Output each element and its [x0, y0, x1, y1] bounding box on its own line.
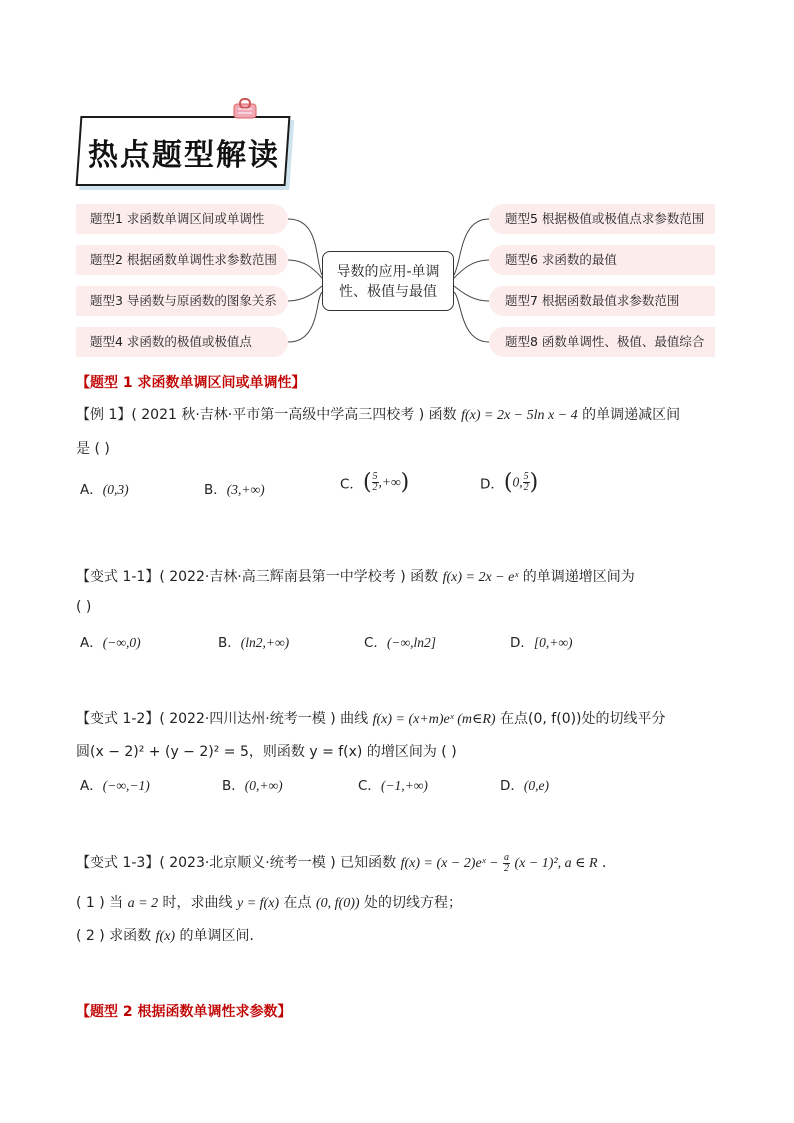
variant-1-2-prefix: 【变式 1-2】( 2022·四川达州·统考一模 ) 曲线 — [76, 711, 369, 727]
mindmap-center-node — [322, 251, 454, 311]
variant-1-3-item-2: ( 2 ) 求函数 f(x) 的单调区间． — [76, 928, 264, 944]
variant-1-3-item-1: ( 1 ) 当 a = 2 时，求曲线 y = f(x) 在点 (0, f(0)) 处的切线方程； — [76, 895, 462, 911]
variant-1-2-suffix: 在点(0, f(0))处的切线平分 — [500, 711, 666, 727]
example-1-option-b: B．(3,+∞) — [204, 482, 265, 498]
mindmap-item-right-8: 题型8 函数单调性、极值、最值综合 — [489, 327, 715, 357]
variant-1-1-line2: ( ) — [76, 599, 92, 615]
variant-1-1-option-a: A．(−∞,0) — [80, 635, 141, 651]
variant-1-2-option-d: D．(0,e) — [500, 778, 550, 794]
mindmap-item-left-4: 题型4 求函数的极值或极值点 — [76, 327, 288, 357]
variant-1-1-suffix: 的单调递增区间为 — [522, 569, 635, 585]
center-line-2: 性、极值与最值 — [339, 284, 437, 300]
variant-1-2-question — [76, 708, 666, 728]
variant-1-2-line2: 圆(x − 2)² + (y − 2)² = 5，则函数 y = f(x) 的增区间为 ( ) — [76, 744, 457, 760]
variant-1-2-option-c: C．(−1,+∞) — [358, 778, 428, 794]
example-1-option-a: A．(0,3) — [80, 482, 129, 498]
mindmap-item-left-2: 题型2 根据函数单调性求参数范围 — [76, 245, 288, 275]
example-1-option-d: D．(0, $\frac{5}{2}$ ) — [480, 470, 539, 495]
variant-1-3-formula-a: f(x) = (x − 2)eˣ − — [400, 856, 499, 871]
paper-clip-icon — [232, 98, 258, 122]
variant-1-2-option-b: B．(0,+∞) — [222, 778, 283, 794]
variant-1-2-option-a: A．(−∞,−1) — [80, 778, 150, 794]
mindmap-item-left-3: 题型3 导函数与原函数的图象关系 — [76, 286, 288, 316]
variant-1-3-formula-b: (x − 1)², a ∈ R — [514, 856, 598, 871]
variant-1-1-option-d: D．[0,+∞) — [510, 635, 573, 651]
center-line-1: 导数的应用-单调 — [336, 264, 440, 280]
mindmap-item-right-6: 题型6 求函数的最值 — [489, 245, 715, 275]
example-1-line2: 是 ( ) — [76, 441, 110, 457]
mindmap-item-left-1: 题型1 求函数单调区间或单调性 — [76, 204, 288, 234]
variant-1-3-question: 【变式 1-3】( 2023·北京顺义·统考一模 ) 已知函数 f(x) = (x − 2)eˣ − $\frac{a}{2}$ (x − 1)², a ∈ R ． — [76, 851, 617, 874]
banner-title: 热点题型解读 — [88, 138, 280, 173]
example-1-prefix: 【例 1】( 2021 秋·吉林·平市第一高级中学高三四校考 ) 函数 — [76, 407, 457, 423]
example-1-suffix: 的单调递减区间 — [582, 407, 681, 423]
mindmap-item-right-7: 题型7 根据函数最值求参数范围 — [489, 286, 715, 316]
variant-1-1-option-b: B．(ln2,+∞) — [218, 635, 290, 651]
variant-1-3-fraction: $\frac{a}{2}$ — [504, 851, 510, 874]
mindmap-item-right-5: 题型5 根据极值或极值点求参数范围 — [489, 204, 715, 234]
variant-1-1-prefix: 【变式 1-1】( 2022·吉林·高三辉南县第一中学校考 ) 函数 — [76, 569, 439, 585]
variant-1-1-formula: f(x) = 2x − eˣ — [442, 570, 519, 585]
section-2-title: 【题型 2 根据函数单调性求参数】 — [76, 1004, 292, 1020]
variant-1-2-formula: f(x) = (x+m)eˣ (m∈R) — [372, 712, 496, 727]
variant-1-1-question — [76, 566, 635, 586]
example-1-question — [76, 404, 736, 424]
section-1-title: 【题型 1 求函数单调区间或单调性】 — [76, 375, 306, 391]
variant-1-3-prefix: 【变式 1-3】( 2023·北京顺义·统考一模 ) 已知函数 — [76, 855, 397, 871]
example-1-formula: f(x) = 2x − 5ln x − 4 — [461, 408, 578, 423]
example-1-option-c: C．( $\frac{5}{2}$ ,+∞) — [340, 470, 410, 495]
variant-1-1-option-c: C．(−∞,ln2] — [364, 635, 437, 651]
